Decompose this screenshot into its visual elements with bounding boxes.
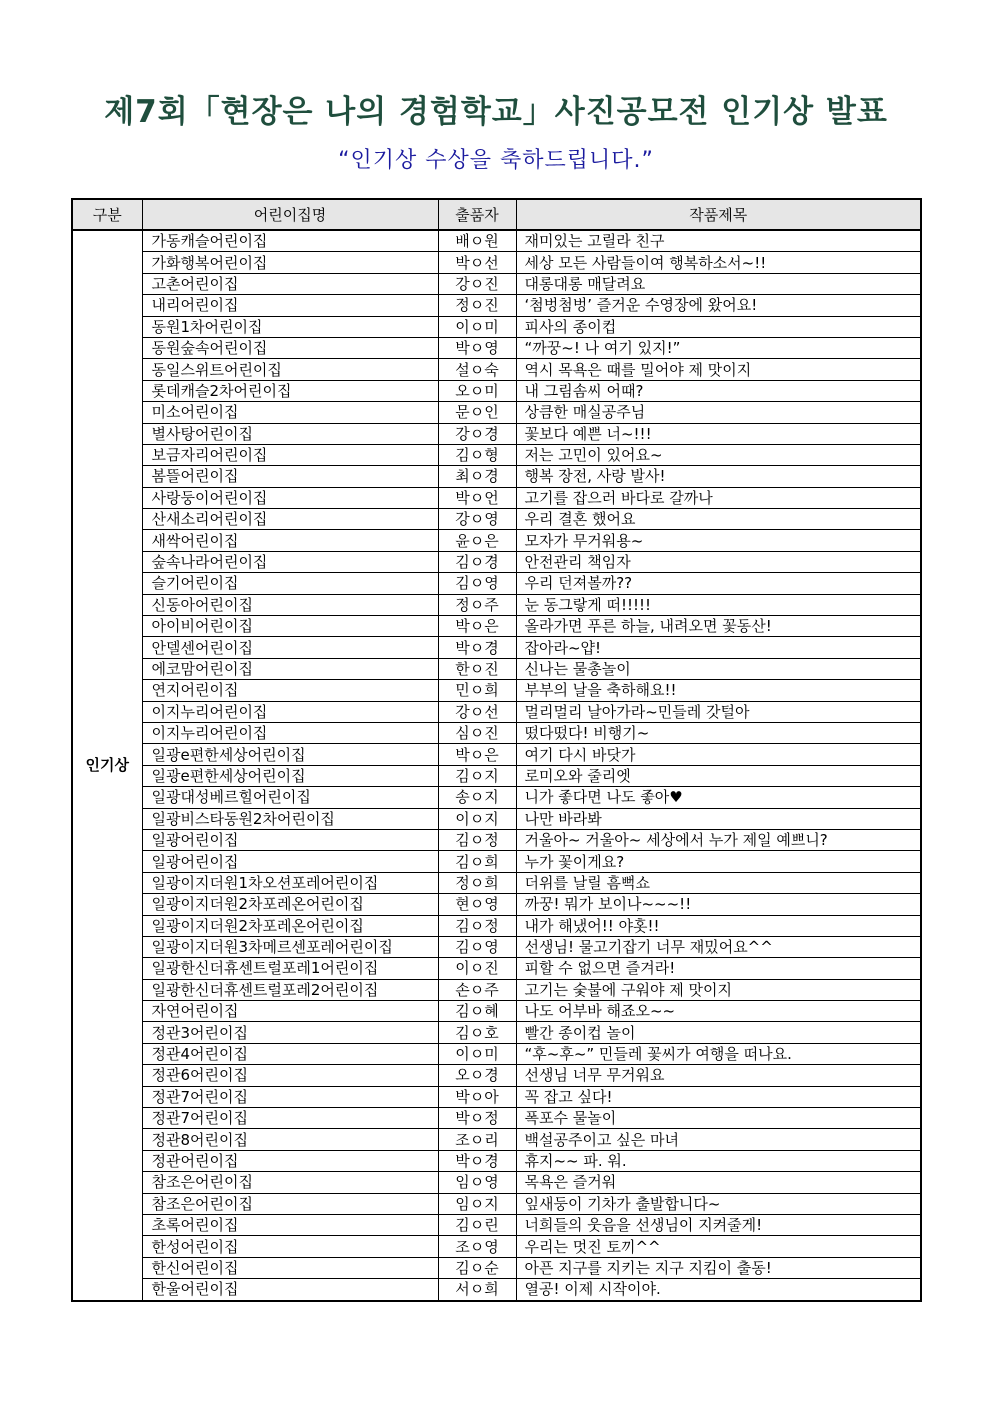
table-row (72, 894, 921, 915)
work-title-cell: 고기를 잡으러 바다로 갈까나 (516, 487, 921, 508)
category-cell: 인기상 (72, 230, 142, 1301)
table-row (72, 423, 921, 444)
table-row (72, 1065, 921, 1086)
daycare-name-cell: 정관4어린이집 (142, 1043, 438, 1064)
daycare-name-cell: 연지어린이집 (142, 680, 438, 701)
daycare-name-cell: 안델센어린이집 (142, 637, 438, 658)
work-title-cell: 대롱대롱 매달려요 (516, 273, 921, 294)
table-row (72, 958, 921, 979)
entrant-cell: 김ㅇ린 (438, 1214, 516, 1235)
table-header-row (72, 199, 921, 230)
work-title-cell: 꽃보다 예쁜 너~!!! (516, 423, 921, 444)
daycare-name-cell: 참조은어린이집 (142, 1193, 438, 1214)
work-title-cell: 선생님 너무 무거워요 (516, 1065, 921, 1086)
entrant-cell: 박ㅇ은 (438, 744, 516, 765)
work-title-cell: 부부의 날을 축하해요!! (516, 680, 921, 701)
entrant-cell: 임ㅇ지 (438, 1193, 516, 1214)
work-title-cell: 목욕은 즐거워 (516, 1172, 921, 1193)
work-title-cell: 잡아라~얍! (516, 637, 921, 658)
entrant-cell: 정ㅇ진 (438, 295, 516, 316)
table-row (72, 551, 921, 572)
work-title-cell: 잎새둥이 기차가 출발합니다~ (516, 1193, 921, 1214)
daycare-name-cell: 내리어린이집 (142, 295, 438, 316)
daycare-name-cell: 에코맘어린이집 (142, 658, 438, 679)
entrant-cell: 민ㅇ희 (438, 680, 516, 701)
header-daycare-name: 어린이집명 (142, 199, 438, 230)
entrant-cell: 박ㅇ경 (438, 1150, 516, 1171)
daycare-name-cell: 숲속나라어린이집 (142, 551, 438, 572)
work-title-cell: 피할 수 없으면 즐겨라! (516, 958, 921, 979)
entrant-cell: 김ㅇ순 (438, 1257, 516, 1278)
work-title-cell: 우리는 멋진 토끼^^ (516, 1236, 921, 1257)
table-row (72, 1150, 921, 1171)
daycare-name-cell: 가동캐슬어린이집 (142, 230, 438, 252)
entrant-cell: 강ㅇ영 (438, 509, 516, 530)
daycare-name-cell: 사랑둥이어린이집 (142, 487, 438, 508)
table-body (72, 230, 921, 1301)
work-title-cell: 나도 어부바 해죠오~~ (516, 1001, 921, 1022)
header-entrant: 출품자 (438, 199, 516, 230)
table-row (72, 616, 921, 637)
page-subtitle: “인기상 수상을 축하드립니다.” (338, 148, 654, 173)
work-title-cell: 역시 목욕은 때를 밀어야 제 맛이지 (516, 359, 921, 380)
table-row (72, 1001, 921, 1022)
entrant-cell: 박ㅇ언 (438, 487, 516, 508)
work-title-cell: 내가 해냈어!! 야홋!! (516, 915, 921, 936)
page-title: 제7회「현장은 나의 경험학교」사진공모전 인기상 발표 (104, 94, 888, 130)
entrant-cell: 김ㅇ정 (438, 829, 516, 850)
table-row (72, 872, 921, 893)
work-title-cell: 나만 바라봐 (516, 808, 921, 829)
daycare-name-cell: 동원1차어린이집 (142, 316, 438, 337)
entrant-cell: 박ㅇ정 (438, 1108, 516, 1129)
table-row (72, 1108, 921, 1129)
entrant-cell: 이ㅇ지 (438, 808, 516, 829)
entrant-cell: 김ㅇ영 (438, 573, 516, 594)
table-row (72, 637, 921, 658)
table-row (72, 273, 921, 294)
work-title-cell: 행복 장전, 사랑 발사! (516, 466, 921, 487)
table-row (72, 1043, 921, 1064)
table-row (72, 1172, 921, 1193)
table-row (72, 979, 921, 1000)
work-title-cell: 아픈 지구를 지키는 지구 지킴이 출동! (516, 1257, 921, 1278)
daycare-name-cell: 일광이지더원2차포레온어린이집 (142, 915, 438, 936)
table-row (72, 936, 921, 957)
entrant-cell: 최ㅇ경 (438, 466, 516, 487)
daycare-name-cell: 정관어린이집 (142, 1150, 438, 1171)
table-row (72, 487, 921, 508)
entrant-cell: 박ㅇ선 (438, 252, 516, 273)
work-title-cell: 내 그림솜씨 어때? (516, 380, 921, 401)
table-row (72, 359, 921, 380)
work-title-cell: ‘첨벙첨벙’ 즐거운 수영장에 왔어요! (516, 295, 921, 316)
daycare-name-cell: 정관7어린이집 (142, 1108, 438, 1129)
work-title-cell: 폭포수 물놀이 (516, 1108, 921, 1129)
work-title-cell: 빨간 종이컵 놀이 (516, 1022, 921, 1043)
entrant-cell: 김ㅇ경 (438, 551, 516, 572)
daycare-name-cell: 정관8어린이집 (142, 1129, 438, 1150)
entrant-cell: 손ㅇ주 (438, 979, 516, 1000)
work-title-cell: 우리 던져볼까?? (516, 573, 921, 594)
entrant-cell: 이ㅇ미 (438, 316, 516, 337)
entrant-cell: 조ㅇ리 (438, 1129, 516, 1150)
daycare-name-cell: 동원숲속어린이집 (142, 337, 438, 358)
entrant-cell: 정ㅇ희 (438, 872, 516, 893)
work-title-cell: 더위를 날릴 흠뻑쇼 (516, 872, 921, 893)
entrant-cell: 박ㅇ영 (438, 337, 516, 358)
entrant-cell: 박ㅇ은 (438, 616, 516, 637)
daycare-name-cell: 일광e편한세상어린이집 (142, 765, 438, 786)
work-title-cell: 로미오와 줄리엣 (516, 765, 921, 786)
daycare-name-cell: 일광한신더휴센트럴포레1어린이집 (142, 958, 438, 979)
table-row (72, 1257, 921, 1278)
table-row (72, 252, 921, 273)
daycare-name-cell: 롯데캐슬2차어린이집 (142, 380, 438, 401)
daycare-name-cell: 한신어린이집 (142, 1257, 438, 1278)
table-row (72, 1086, 921, 1107)
daycare-name-cell: 자연어린이집 (142, 1001, 438, 1022)
entrant-cell: 문ㅇ인 (438, 402, 516, 423)
daycare-name-cell: 가화행복어린이집 (142, 252, 438, 273)
work-title-cell: 선생님! 물고기잡기 너무 재밌어요^^ (516, 936, 921, 957)
table-row (72, 722, 921, 743)
table-row (72, 1214, 921, 1235)
daycare-name-cell: 봄뜰어린이집 (142, 466, 438, 487)
table-row (72, 765, 921, 786)
work-title-cell: 꼭 잡고 싶다! (516, 1086, 921, 1107)
work-title-cell: 저는 고민이 있어요~ (516, 444, 921, 465)
daycare-name-cell: 정관3어린이집 (142, 1022, 438, 1043)
daycare-name-cell: 별사탕어린이집 (142, 423, 438, 444)
entrant-cell: 조ㅇ영 (438, 1236, 516, 1257)
work-title-cell: 안전관리 책임자 (516, 551, 921, 572)
work-title-cell: 니가 좋다면 나도 좋아♥ (516, 787, 921, 808)
table-row (72, 658, 921, 679)
entrant-cell: 심ㅇ진 (438, 722, 516, 743)
entrant-cell: 설ㅇ숙 (438, 359, 516, 380)
daycare-name-cell: 신동아어린이집 (142, 594, 438, 615)
work-title-cell: 열공! 이제 시작이야. (516, 1279, 921, 1301)
table-row (72, 851, 921, 872)
work-title-cell: 재미있는 고릴라 친구 (516, 230, 921, 252)
table-row (72, 444, 921, 465)
entrant-cell: 김ㅇ희 (438, 851, 516, 872)
work-title-cell: 신나는 물총놀이 (516, 658, 921, 679)
entrant-cell: 김ㅇ영 (438, 936, 516, 957)
table-row (72, 829, 921, 850)
table-row (72, 530, 921, 551)
work-title-cell: 너희들의 웃음을 선생님이 지켜줄게! (516, 1214, 921, 1235)
daycare-name-cell: 일광대성베르힐어린이집 (142, 787, 438, 808)
work-title-cell: 멀리멀리 날아가라~민들레 갓털아 (516, 701, 921, 722)
work-title-cell: “후~후~” 민들레 꽃씨가 여행을 떠나요. (516, 1043, 921, 1064)
header-category: 구분 (72, 199, 142, 230)
work-title-cell: 거울아~ 거울아~ 세상에서 누가 제일 예쁘니? (516, 829, 921, 850)
entrant-cell: 김ㅇ정 (438, 915, 516, 936)
table-row (72, 787, 921, 808)
work-title-cell: 모자가 무거워용~ (516, 530, 921, 551)
entrant-cell: 강ㅇ선 (438, 701, 516, 722)
table-row (72, 402, 921, 423)
entrant-cell: 임ㅇ영 (438, 1172, 516, 1193)
table-row (72, 316, 921, 337)
entrant-cell: 김ㅇ호 (438, 1022, 516, 1043)
work-title-cell: “까꿍~! 나 여기 있지!” (516, 337, 921, 358)
daycare-name-cell: 새싹어린이집 (142, 530, 438, 551)
entrant-cell: 정ㅇ주 (438, 594, 516, 615)
table-row (72, 808, 921, 829)
work-title-cell: 고기는 숯불에 구워야 제 맛이지 (516, 979, 921, 1000)
table-row (72, 380, 921, 401)
table-row (72, 1279, 921, 1301)
table-row (72, 701, 921, 722)
work-title-cell: 세상 모든 사람들이여 행복하소서~!! (516, 252, 921, 273)
table-row (72, 594, 921, 615)
table-row (72, 1022, 921, 1043)
daycare-name-cell: 한울어린이집 (142, 1279, 438, 1301)
table-row (72, 1236, 921, 1257)
daycare-name-cell: 산새소리어린이집 (142, 509, 438, 530)
daycare-name-cell: 일광이지더원3차메르센포레어린이집 (142, 936, 438, 957)
entrant-cell: 서ㅇ희 (438, 1279, 516, 1301)
entrant-cell: 김ㅇ혜 (438, 1001, 516, 1022)
entrant-cell: 오ㅇ미 (438, 380, 516, 401)
daycare-name-cell: 이지누리어린이집 (142, 701, 438, 722)
table-row (72, 509, 921, 530)
entrant-cell: 윤ㅇ은 (438, 530, 516, 551)
work-title-cell: 우리 결혼 했어요 (516, 509, 921, 530)
entrant-cell: 강ㅇ진 (438, 273, 516, 294)
entrant-cell: 박ㅇ아 (438, 1086, 516, 1107)
daycare-name-cell: 정관6어린이집 (142, 1065, 438, 1086)
daycare-name-cell: 미소어린이집 (142, 402, 438, 423)
table-row (72, 337, 921, 358)
daycare-name-cell: 일광어린이집 (142, 829, 438, 850)
daycare-name-cell: 한성어린이집 (142, 1236, 438, 1257)
work-title-cell: 상큼한 매실공주님 (516, 402, 921, 423)
daycare-name-cell: 아이비어린이집 (142, 616, 438, 637)
work-title-cell: 떴다떴다! 비행기~ (516, 722, 921, 743)
table-row (72, 1193, 921, 1214)
table-row (72, 466, 921, 487)
table-row (72, 744, 921, 765)
daycare-name-cell: 일광어린이집 (142, 851, 438, 872)
daycare-name-cell: 이지누리어린이집 (142, 722, 438, 743)
table-row (72, 230, 921, 252)
entrant-cell: 배ㅇ원 (438, 230, 516, 252)
work-title-cell: 여기 다시 바닷가 (516, 744, 921, 765)
daycare-name-cell: 보금자리어린이집 (142, 444, 438, 465)
work-title-cell: 누가 꽃이게요? (516, 851, 921, 872)
daycare-name-cell: 초록어린이집 (142, 1214, 438, 1235)
entrant-cell: 강ㅇ경 (438, 423, 516, 444)
daycare-name-cell: 일광이지더원2차포레온어린이집 (142, 894, 438, 915)
daycare-name-cell: 일광비스타동원2차어린이집 (142, 808, 438, 829)
daycare-name-cell: 일광e편한세상어린이집 (142, 744, 438, 765)
daycare-name-cell: 동일스위트어린이집 (142, 359, 438, 380)
table-row (72, 915, 921, 936)
entrant-cell: 이ㅇ진 (438, 958, 516, 979)
entrant-cell: 이ㅇ미 (438, 1043, 516, 1064)
daycare-name-cell: 참조은어린이집 (142, 1172, 438, 1193)
entrant-cell: 송ㅇ지 (438, 787, 516, 808)
entrant-cell: 한ㅇ진 (438, 658, 516, 679)
table-row (72, 1129, 921, 1150)
daycare-name-cell: 일광이지더원1차오션포레어린이집 (142, 872, 438, 893)
entrant-cell: 박ㅇ경 (438, 637, 516, 658)
work-title-cell: 올라가면 푸른 하늘, 내려오면 꽃동산! (516, 616, 921, 637)
daycare-name-cell: 고촌어린이집 (142, 273, 438, 294)
work-title-cell: 휴지~~ 파. 워. (516, 1150, 921, 1171)
table-row (72, 680, 921, 701)
work-title-cell: 까꿍! 뭐가 보이나~~~!! (516, 894, 921, 915)
table-row (72, 295, 921, 316)
entrant-cell: 김ㅇ형 (438, 444, 516, 465)
daycare-name-cell: 슬기어린이집 (142, 573, 438, 594)
work-title-cell: 눈 동그랗게 떠!!!!! (516, 594, 921, 615)
daycare-name-cell: 정관7어린이집 (142, 1086, 438, 1107)
work-title-cell: 피사의 종이컵 (516, 316, 921, 337)
winners-table (71, 198, 922, 1302)
entrant-cell: 현ㅇ영 (438, 894, 516, 915)
entrant-cell: 김ㅇ지 (438, 765, 516, 786)
header-work-title: 작품제목 (516, 199, 921, 230)
daycare-name-cell: 일광한신더휴센트럴포레2어린이집 (142, 979, 438, 1000)
table-row (72, 573, 921, 594)
entrant-cell: 오ㅇ경 (438, 1065, 516, 1086)
work-title-cell: 백설공주이고 싶은 마녀 (516, 1129, 921, 1150)
